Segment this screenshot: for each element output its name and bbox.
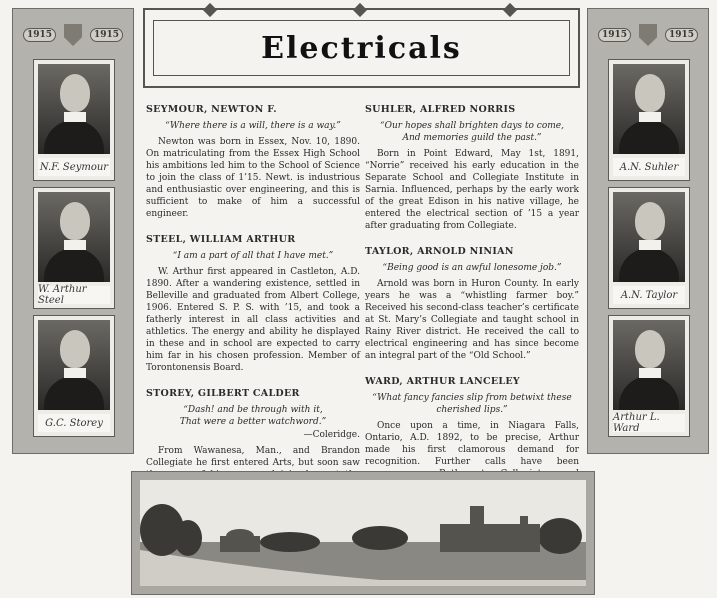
- quote-line: “Our hopes shall brighten days to come,: [380, 121, 564, 131]
- entry-quote: [146, 404, 360, 428]
- portrait-photo: [613, 192, 685, 282]
- signature: A.N. Suhler: [613, 158, 685, 176]
- shield-icon: [639, 24, 657, 46]
- crest-year: 1915: [665, 28, 698, 42]
- entry-body: W. Arthur first appeared in Castleton, A.D. 1890. After a wandering existence, settled in Belleville and graduated from Albert College, 1906. Entered S. P. S. with ’15, and took a fatherly interest in all class activities and athletics. The energy and ability he displayed in these and in school are expected to carry him far in his chosen profession. Member of Torontonensis Board.: [146, 267, 360, 373]
- quote-line: And memories guild the past.”: [402, 133, 542, 143]
- portrait-photo: [613, 320, 685, 410]
- portrait-storey: [33, 315, 115, 437]
- entry-seymour: [146, 104, 360, 220]
- portrait-photo: [613, 64, 685, 154]
- entry-name: SEYMOUR, NEWTON F.: [146, 104, 277, 115]
- entry-quote: [365, 392, 579, 416]
- entry-taylor: [365, 246, 579, 362]
- entry-name: STOREY, GILBERT CALDER: [146, 388, 300, 399]
- signature: W. Arthur Steel: [38, 286, 110, 304]
- signature: Arthur L. Ward: [613, 414, 685, 432]
- entry-quote: “Where there is a will, there is a way.”: [165, 121, 341, 131]
- entry-quote: “I am a part of all that I have met.”: [172, 251, 334, 261]
- left-portrait-panel: [12, 8, 134, 454]
- campus-photo-frame: [131, 471, 595, 595]
- portrait-photo: [38, 320, 110, 410]
- entry-steel: [146, 234, 360, 374]
- portrait-suhler: [608, 59, 690, 181]
- portrait-ward: [608, 315, 690, 437]
- entry-name: SUHLER, ALFRED NORRIS: [365, 104, 516, 115]
- crest-left: [19, 15, 127, 55]
- signature: G.C. Storey: [38, 414, 110, 432]
- portrait-steel: [33, 187, 115, 309]
- quote-line: “Dash! and be through with it,: [183, 405, 323, 415]
- quote-line: “What fancy fancies slip from betwixt these: [372, 393, 572, 403]
- crest-year: 1915: [90, 28, 123, 42]
- right-portrait-panel: [587, 8, 709, 454]
- portrait-seymour: [33, 59, 115, 181]
- crest-year: 1915: [598, 28, 631, 42]
- signature: A.N. Taylor: [613, 286, 685, 304]
- portrait-taylor: [608, 187, 690, 309]
- portrait-photo: [38, 64, 110, 154]
- crest-year: 1915: [23, 28, 56, 42]
- entry-quote: “Being good is an awful lonesome job.”: [382, 263, 562, 273]
- entry-body: Newton was born in Essex, Nov. 10, 1890. On matriculating from the Essex High School his ambitions led him to the School of Science to join the class of 1’15. Newt. is industrious and enthusiastic over engineering, and this is sufficient to make of him a successful engineer.: [146, 137, 360, 219]
- signature: N.F. Seymour: [38, 158, 110, 176]
- entry-body: Born in Point Edward, May 1st, 1891, “Norrie” received his early education in the Separate School and Collegiate Institute in Sarnia. Influenced, perhaps by the early work of the great Edison in his native village, he entered the electrical section of ’15 a year after graduating from Collegiate.: [365, 149, 579, 231]
- campus-photo: [140, 480, 586, 586]
- entry-quote: [365, 120, 579, 144]
- entry-name: TAYLOR, ARNOLD NINIAN: [365, 246, 514, 257]
- entry-body: Once upon a time, in Niagara Falls, Ontario, A.D. 1892, to be precise, Arthur made his first clamorous demand for recognition. Further calls have been: [365, 421, 579, 467]
- quote-line: cherished lips.”: [436, 405, 508, 415]
- portrait-photo: [38, 192, 110, 282]
- entry-body: From Wawanesa, Man., and Brandon Collegiate he first entered Arts, but soon saw: [146, 446, 360, 468]
- quote-line: That were a better watchword.”: [179, 417, 327, 427]
- quote-attribution: —Coleridge.: [303, 430, 360, 440]
- crest-right: [594, 15, 702, 55]
- shield-icon: [64, 24, 82, 46]
- entry-suhler: [365, 104, 579, 232]
- entry-name: STEEL, WILLIAM ARTHUR: [146, 234, 296, 245]
- title-frame: [143, 8, 580, 88]
- entry-name: WARD, ARTHUR LANCELEY: [365, 376, 521, 387]
- entry-body: Arnold was born in Huron County. In early years he was a “whistling farmer boy.” Received his second-class teacher’s certificate at St. Mary’s Collegiate and taught school in Rainy River district. He received the call to electrical engineering and has since become an integral part of the “Old School.”: [365, 279, 579, 361]
- page-title: Electricals: [261, 30, 462, 66]
